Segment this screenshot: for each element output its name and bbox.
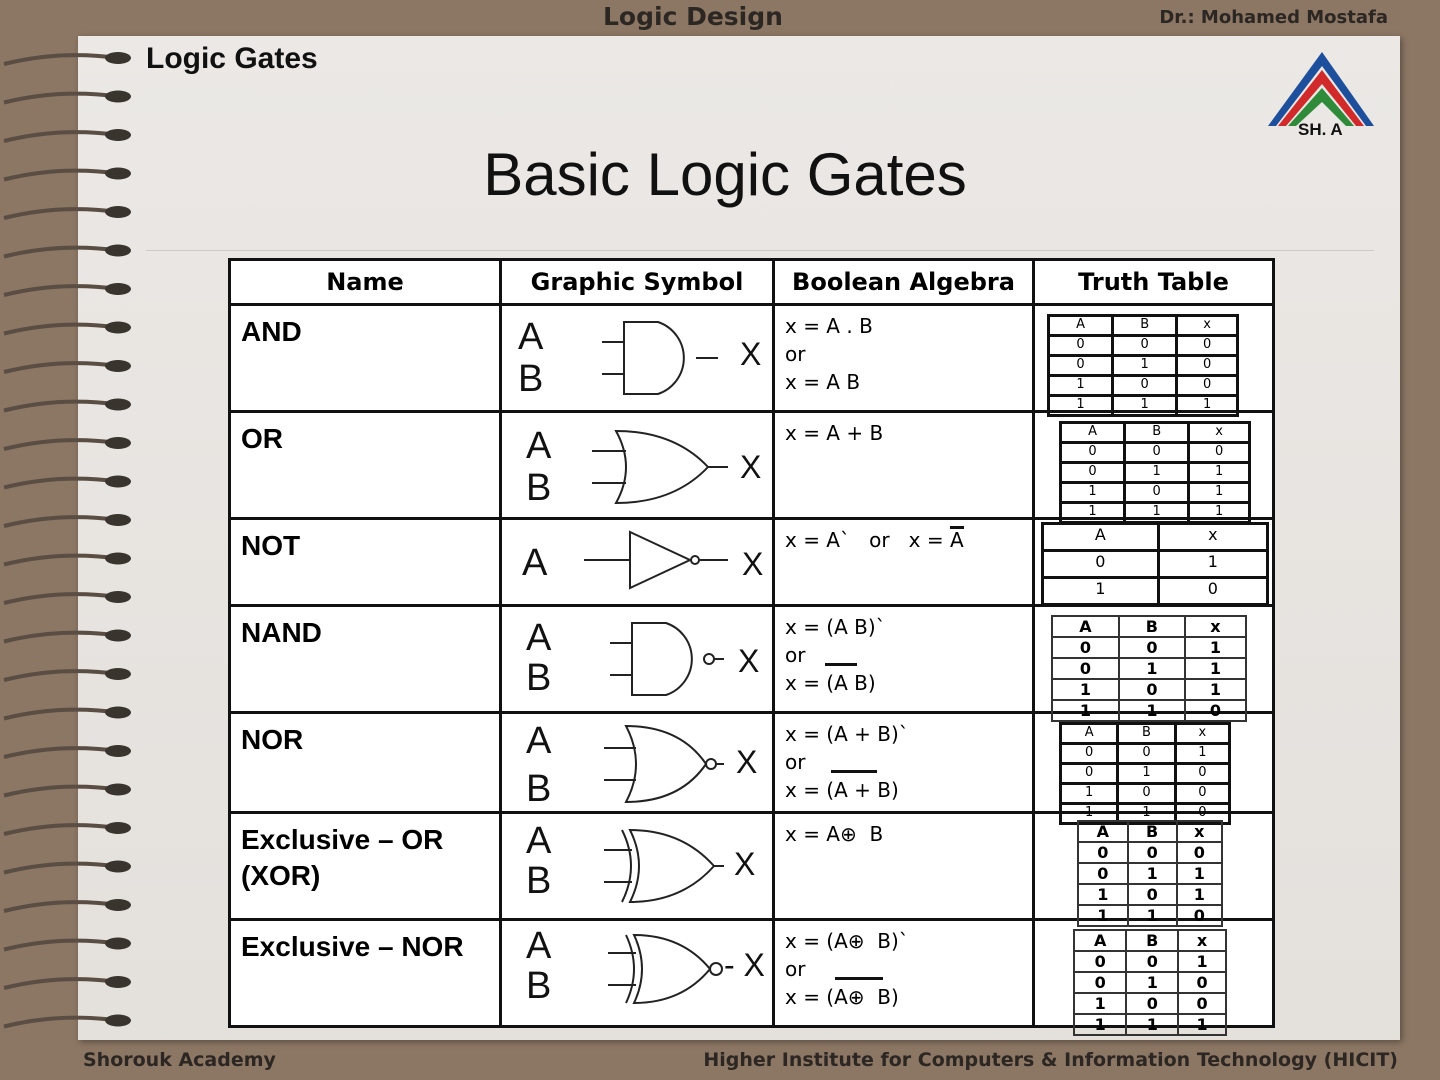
section-label: Logic Gates — [146, 42, 318, 75]
truth-table-cell: A — [1052, 616, 1119, 637]
spiral-hole — [105, 630, 131, 642]
boolean-expression: x = (A + B)` or x = (A + B) — [785, 721, 909, 802]
truth-table-cell: x — [1189, 423, 1250, 443]
truth-table-cell: 1 — [1189, 463, 1250, 483]
xnor-gate-symbol: A B - X — [526, 925, 765, 1008]
spiral-hole — [105, 514, 131, 526]
truth-table — [1047, 314, 1239, 417]
truth-table-row — [1049, 336, 1238, 356]
truth-table-cell: 1 — [1078, 884, 1128, 905]
spiral-ring — [4, 363, 118, 372]
truth-table-cell: x — [1177, 316, 1238, 336]
truth-table-header — [1049, 316, 1238, 336]
truth-table-cell: 1 — [1049, 376, 1113, 396]
truth-table-cell: 1 — [1113, 356, 1177, 376]
truth-table-cell: 0 — [1074, 951, 1126, 972]
truth-table-cell: 0 — [1125, 443, 1189, 463]
gate-name: NOT — [241, 530, 301, 561]
truth-table — [1051, 615, 1247, 722]
truth-table-cell: 0 — [1061, 763, 1118, 783]
truth-table-cell: 0 — [1049, 356, 1113, 376]
truth-table-header — [1043, 524, 1268, 551]
table-row — [230, 920, 1274, 1027]
truth-table-cell: 0 — [1175, 783, 1229, 803]
truth-table-cell: 0 — [1177, 356, 1238, 376]
boolean-expression: x = (A⊕ B)` or x = (A⊕ B) — [785, 929, 909, 1010]
truth-table-header — [1061, 723, 1230, 743]
truth-table — [1073, 929, 1227, 1036]
truth-table-row — [1052, 679, 1246, 700]
truth-table-cell: 1 — [1185, 637, 1246, 658]
truth-table-row — [1074, 972, 1226, 993]
not-gate-icon — [582, 528, 732, 592]
truth-table-cell: 1 — [1074, 993, 1126, 1014]
truth-table-cell: 0 — [1126, 993, 1178, 1014]
truth-table-cell: x — [1178, 930, 1226, 951]
truth-table-cell: 1 — [1126, 972, 1178, 993]
spiral-hole — [105, 52, 131, 64]
truth-table-row — [1074, 1014, 1226, 1035]
truth-table-cell: x — [1158, 524, 1267, 551]
gate-name: AND — [241, 316, 302, 348]
truth-table-cell: 1 — [1043, 578, 1159, 605]
truth-table-cell: B — [1128, 821, 1177, 842]
truth-table-row — [1043, 578, 1268, 605]
truth-table-cell: 0 — [1043, 551, 1159, 578]
truth-table-cell: 0 — [1118, 783, 1175, 803]
spiral-ring — [4, 55, 118, 64]
spiral-ring — [4, 132, 118, 141]
spiral-ring — [4, 286, 118, 295]
truth-table-cell: 0 — [1078, 863, 1128, 884]
truth-table-row — [1049, 356, 1238, 376]
truth-table-cell: 1 — [1177, 884, 1222, 905]
gate-name: Exclusive – NOR — [241, 931, 464, 963]
truth-table-cell: 1 — [1113, 396, 1177, 416]
truth-table-cell: 1 — [1185, 679, 1246, 700]
nand-gate-icon — [606, 619, 726, 699]
spiral-ring — [4, 440, 118, 449]
spiral-hole — [105, 707, 131, 719]
truth-table-cell: 1 — [1052, 700, 1119, 721]
truth-table-cell: 1 — [1061, 783, 1118, 803]
truth-table-cell: 1 — [1074, 1014, 1126, 1035]
truth-table-cell: 0 — [1128, 842, 1177, 863]
truth-table-cell: A — [1049, 316, 1113, 336]
truth-table-cell: x — [1175, 723, 1229, 743]
truth-table-cell: A — [1043, 524, 1159, 551]
spiral-ring — [4, 902, 118, 911]
header-name: Name — [230, 260, 501, 305]
truth-table — [1059, 722, 1231, 825]
boolean-expression: x = A` or x = A — [785, 528, 964, 552]
truth-table-cell: 1 — [1052, 679, 1119, 700]
spiral-ring — [4, 594, 118, 603]
spiral-ring — [4, 979, 118, 988]
gate-name: Exclusive – OR (XOR) — [241, 824, 444, 892]
truth-table-cell: B — [1113, 316, 1177, 336]
spiral-hole — [105, 168, 131, 180]
truth-table-cell: 1 — [1078, 905, 1128, 926]
not-gate-symbol: A X — [502, 520, 772, 604]
truth-table-row — [1061, 783, 1230, 803]
spiral-hole — [105, 91, 131, 103]
truth-table-cell: 1 — [1178, 951, 1226, 972]
truth-table-row — [1052, 658, 1246, 679]
truth-table-cell: 1 — [1177, 396, 1238, 416]
logo-text: SH. A — [1298, 120, 1343, 139]
spiral-hole — [105, 476, 131, 488]
spiral-ring — [4, 671, 118, 680]
table-row — [230, 605, 1274, 712]
truth-table-header — [1052, 616, 1246, 637]
notebook-spiral — [0, 40, 145, 1040]
header-algebra: Boolean Algebra — [774, 260, 1034, 305]
table-row — [230, 305, 1274, 412]
truth-table-cell: 1 — [1118, 803, 1175, 823]
table-row — [230, 712, 1274, 813]
truth-table-cell: 1 — [1189, 483, 1250, 503]
truth-table-cell: 0 — [1128, 884, 1177, 905]
truth-table — [1077, 820, 1223, 927]
spiral-ring — [4, 864, 118, 873]
spiral-hole — [105, 976, 131, 988]
spiral-hole — [105, 668, 131, 680]
truth-table-cell: B — [1119, 616, 1185, 637]
truth-table-cell: 0 — [1185, 700, 1246, 721]
truth-table-cell: 1 — [1128, 863, 1177, 884]
spiral-ring — [4, 248, 118, 257]
truth-table-cell: 0 — [1049, 336, 1113, 356]
spiral-ring — [4, 748, 118, 757]
truth-table-row — [1074, 993, 1226, 1014]
spiral-ring — [4, 209, 118, 218]
table-row — [230, 412, 1274, 519]
nor-gate-icon — [602, 722, 726, 806]
spiral-hole — [105, 938, 131, 950]
truth-table-cell: 0 — [1119, 679, 1185, 700]
table-row — [230, 519, 1274, 606]
truth-table-row — [1052, 637, 1246, 658]
spiral-ring — [4, 171, 118, 180]
truth-table-cell: 0 — [1052, 637, 1119, 658]
truth-table-cell: 1 — [1119, 658, 1185, 679]
spiral-hole — [105, 745, 131, 757]
truth-table-cell: 0 — [1061, 743, 1118, 763]
spiral-ring — [4, 941, 118, 950]
truth-table-cell: 0 — [1113, 336, 1177, 356]
truth-table-cell: B — [1125, 423, 1189, 443]
truth-table-cell: 1 — [1128, 905, 1177, 926]
truth-table-row — [1078, 884, 1222, 905]
truth-table-cell: 0 — [1178, 972, 1226, 993]
truth-table-cell: 1 — [1119, 700, 1185, 721]
truth-table-row — [1043, 551, 1268, 578]
truth-table-cell: 1 — [1126, 1014, 1178, 1035]
truth-table-cell: 0 — [1177, 905, 1222, 926]
truth-table-cell: A — [1078, 821, 1128, 842]
truth-table-cell: 1 — [1178, 1014, 1226, 1035]
spiral-ring — [4, 787, 118, 796]
truth-table-cell: 1 — [1158, 551, 1267, 578]
spiral-hole — [105, 360, 131, 372]
truth-table-row — [1074, 951, 1226, 972]
divider — [146, 250, 1374, 251]
truth-table-cell: 0 — [1118, 743, 1175, 763]
spiral-hole — [105, 784, 131, 796]
footer-right: Higher Institute for Computers & Information Technology (HICIT) — [703, 1049, 1398, 1071]
course-title: Logic Design — [603, 2, 783, 31]
spiral-ring — [4, 479, 118, 488]
spiral-hole — [105, 437, 131, 449]
table-row — [230, 813, 1274, 920]
truth-table-cell: 1 — [1185, 658, 1246, 679]
gate-name: OR — [241, 423, 283, 455]
xor-gate-symbol: A B X — [502, 814, 772, 918]
truth-table-cell: B — [1126, 930, 1178, 951]
truth-table-cell: x — [1177, 821, 1222, 842]
spiral-ring — [4, 633, 118, 642]
truth-table-cell: 0 — [1175, 803, 1229, 823]
truth-table-cell: 1 — [1189, 503, 1250, 523]
truth-table-cell: A — [1061, 423, 1125, 443]
truth-table-cell: 0 — [1126, 951, 1178, 972]
nand-gate-symbol: A B X — [526, 616, 760, 699]
truth-table-row — [1049, 376, 1238, 396]
truth-table-cell: 0 — [1119, 637, 1185, 658]
spiral-hole — [105, 553, 131, 565]
truth-table-cell: 0 — [1158, 578, 1267, 605]
truth-table-cell: 1 — [1061, 803, 1118, 823]
table-header-row — [230, 260, 1274, 305]
spiral-hole — [105, 283, 131, 295]
header-symbol: Graphic Symbol — [501, 260, 774, 305]
truth-table-cell: 1 — [1061, 483, 1125, 503]
header-truth-table: Truth Table — [1034, 260, 1274, 305]
truth-table-cell: B — [1118, 723, 1175, 743]
truth-table-row — [1061, 483, 1250, 503]
boolean-expression: x = (A B)` or x = (A B) — [785, 614, 886, 695]
top-bar — [0, 0, 1440, 38]
truth-table-cell: 0 — [1125, 483, 1189, 503]
and-gate-icon — [598, 318, 722, 398]
truth-table-cell: 0 — [1177, 336, 1238, 356]
gate-name: NAND — [241, 616, 322, 648]
and-gate-symbol: A B X — [518, 316, 762, 401]
spiral-hole — [105, 1015, 131, 1027]
spiral-hole — [105, 322, 131, 334]
author-name: Dr.: Mohamed Mostafa — [1159, 7, 1388, 28]
truth-table-row — [1078, 842, 1222, 863]
gates-table — [228, 258, 1275, 1035]
truth-table-cell: 0 — [1061, 463, 1125, 483]
truth-table-cell: 0 — [1189, 443, 1250, 463]
spiral-ring — [4, 710, 118, 719]
boolean-expression: x = A + B — [785, 421, 884, 446]
truth-table-cell: 1 — [1118, 763, 1175, 783]
boolean-expression: x = A . B or x = A B — [785, 314, 873, 395]
truth-table-cell: 0 — [1061, 443, 1125, 463]
spiral-ring — [4, 1018, 118, 1027]
spiral-hole — [105, 245, 131, 257]
spiral-hole — [105, 861, 131, 873]
spiral-hole — [105, 591, 131, 603]
truth-table-cell: 0 — [1177, 376, 1238, 396]
truth-table-row — [1061, 763, 1230, 783]
nor-gate-symbol: A B X — [526, 719, 758, 810]
spiral-hole — [105, 899, 131, 911]
spiral-ring — [4, 94, 118, 103]
truth-table-cell: 1 — [1125, 463, 1189, 483]
truth-table-cell: 0 — [1178, 993, 1226, 1014]
spiral-ring — [4, 402, 118, 411]
truth-table-cell: 0 — [1113, 376, 1177, 396]
truth-table-cell: 0 — [1074, 972, 1126, 993]
truth-table-cell: 1 — [1177, 863, 1222, 884]
or-gate-icon — [590, 427, 730, 507]
truth-table-header — [1074, 930, 1226, 951]
truth-table-cell: 0 — [1078, 842, 1128, 863]
truth-table-cell: 1 — [1175, 743, 1229, 763]
gate-name: NOR — [241, 723, 304, 755]
or-gate-symbol: A B X — [526, 425, 762, 510]
truth-table-row — [1061, 743, 1230, 763]
xor-gate-icon — [602, 826, 726, 906]
spiral-ring — [4, 517, 118, 526]
truth-table-header — [1061, 423, 1250, 443]
footer-left: Shorouk Academy — [83, 1049, 276, 1071]
spiral-ring — [4, 325, 118, 334]
spiral-hole — [105, 206, 131, 218]
truth-table — [1059, 421, 1251, 524]
spiral-hole — [105, 129, 131, 141]
spiral-ring — [4, 825, 118, 834]
boolean-expression: x = A⊕ B — [785, 822, 884, 847]
truth-table-cell: A — [1061, 723, 1118, 743]
truth-table-cell: 1 — [1061, 503, 1125, 523]
truth-table-cell: 1 — [1125, 503, 1189, 523]
truth-table-cell: 0 — [1052, 658, 1119, 679]
spiral-ring — [4, 556, 118, 565]
truth-table-cell: A — [1074, 930, 1126, 951]
slide-title: Basic Logic Gates — [483, 141, 967, 208]
truth-table-cell: 1 — [1049, 396, 1113, 416]
truth-table-cell: x — [1185, 616, 1246, 637]
truth-table-cell: 0 — [1175, 763, 1229, 783]
truth-table — [1041, 522, 1269, 606]
truth-table-row — [1078, 863, 1222, 884]
spiral-hole — [105, 822, 131, 834]
truth-table-row — [1061, 463, 1250, 483]
truth-table-cell: 0 — [1177, 842, 1222, 863]
spiral-hole — [105, 399, 131, 411]
xnor-gate-icon — [606, 931, 736, 1007]
truth-table-row — [1061, 443, 1250, 463]
truth-table-header — [1078, 821, 1222, 842]
